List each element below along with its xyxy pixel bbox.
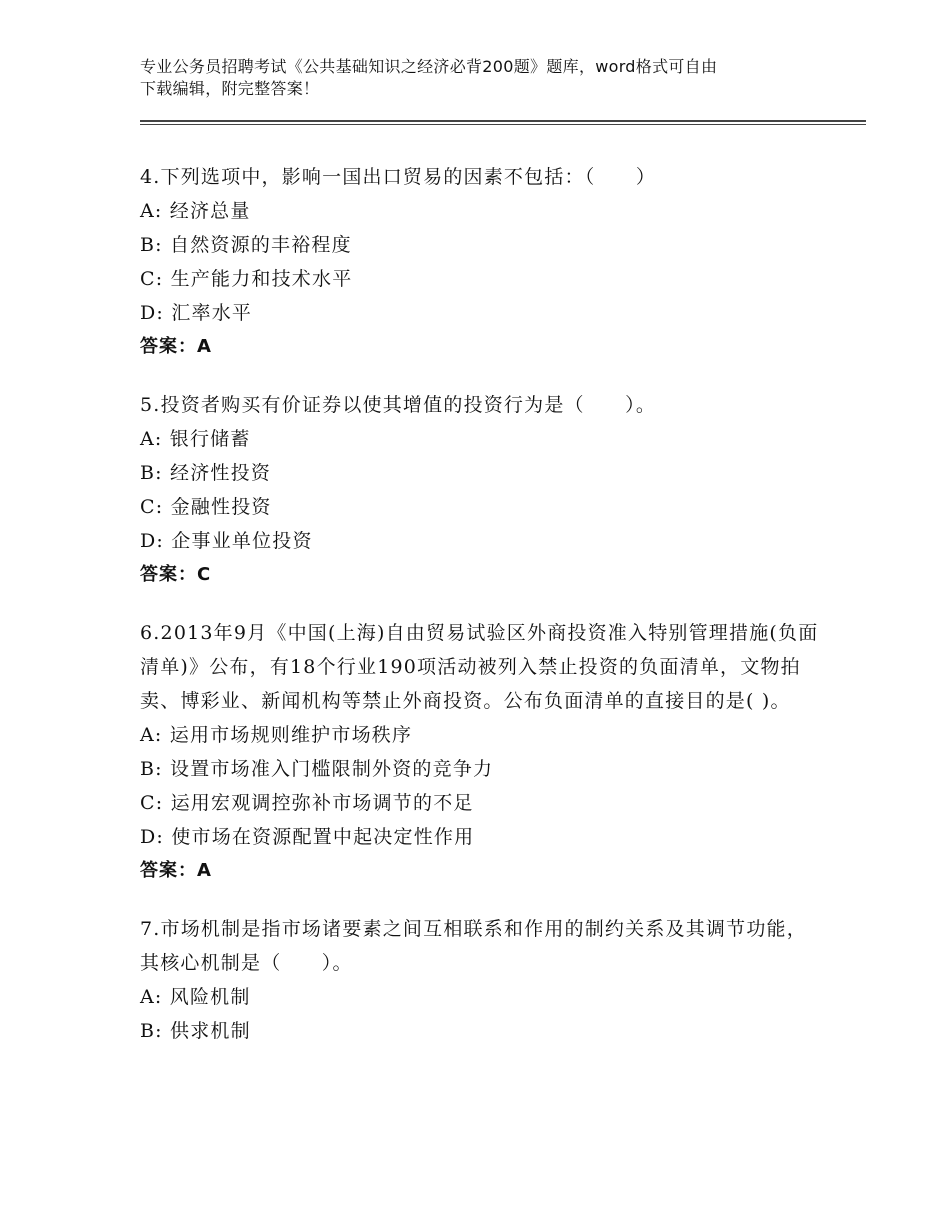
option-a bbox=[140, 194, 820, 228]
option-letter: A: bbox=[140, 986, 163, 1008]
option-text: 金融性投资 bbox=[170, 496, 272, 518]
option-d bbox=[140, 820, 820, 854]
option-text: 风险机制 bbox=[169, 986, 251, 1008]
answer-line: 答案：A bbox=[140, 860, 212, 881]
answer-line: 答案：A bbox=[140, 336, 212, 357]
option-text: 运用市场规则维护市场秩序 bbox=[169, 724, 413, 746]
option-a bbox=[140, 718, 820, 752]
option-text: 供求机制 bbox=[170, 1020, 251, 1042]
option-a bbox=[140, 422, 820, 456]
header-line-1: 专业公务员招聘考试《公共基础知识之经济必背200题》题库，word格式可自由 bbox=[140, 57, 718, 76]
option-text: 银行储蓄 bbox=[169, 428, 251, 450]
question-stem: 7.市场机制是指市场诸要素之间互相联系和作用的制约关系及其调节功能，其核心机制是（ ）。 bbox=[140, 918, 807, 974]
option-letter: A: bbox=[140, 724, 163, 746]
option-letter: B: bbox=[140, 462, 163, 484]
option-c bbox=[140, 490, 820, 524]
question-list bbox=[140, 160, 820, 1072]
option-d bbox=[140, 296, 820, 330]
option-letter: C: bbox=[140, 792, 164, 814]
option-letter: B: bbox=[140, 1020, 163, 1042]
option-letter: B: bbox=[140, 758, 163, 780]
question-stem: 4.下列选项中，影响一国出口贸易的因素不包括：（ ） bbox=[140, 166, 657, 188]
document-header bbox=[140, 56, 820, 100]
option-text: 设置市场准入门槛限制外资的竞争力 bbox=[170, 758, 494, 780]
option-letter: A: bbox=[140, 200, 163, 222]
option-text: 使市场在资源配置中起决定性作用 bbox=[171, 826, 475, 848]
option-text: 经济总量 bbox=[169, 200, 251, 222]
option-text: 运用宏观调控弥补市场调节的不足 bbox=[170, 792, 474, 814]
option-letter: D: bbox=[140, 826, 165, 848]
option-letter: A: bbox=[140, 428, 163, 450]
header-line-2: 下载编辑，附完整答案！ bbox=[140, 79, 320, 98]
question-stem: 5.投资者购买有价证券以使其增值的投资行为是（ ）。 bbox=[140, 394, 657, 416]
option-letter: D: bbox=[140, 302, 165, 324]
question-6 bbox=[140, 616, 820, 888]
question-stem: 6.2013年9月《中国(上海)自由贸易试验区外商投资准入特别管理措施(负面清单)》公布，有18个行业190项活动被列入禁止投资的负面清单，文物拍卖、博彩业、新闻机构等禁止外商投资。公布负面清单的直接目的是( )。 bbox=[140, 622, 819, 712]
option-text: 企事业单位投资 bbox=[171, 530, 313, 552]
option-letter: B: bbox=[140, 234, 163, 256]
option-d bbox=[140, 524, 820, 558]
option-text: 汇率水平 bbox=[171, 302, 253, 324]
option-b bbox=[140, 1014, 820, 1048]
option-letter: C: bbox=[140, 496, 164, 518]
header-divider-thick bbox=[140, 120, 866, 122]
option-letter: D: bbox=[140, 530, 165, 552]
option-letter: C: bbox=[140, 268, 164, 290]
header-divider-thin bbox=[140, 124, 866, 125]
option-b bbox=[140, 752, 820, 786]
answer-line: 答案：C bbox=[140, 564, 212, 585]
option-text: 经济性投资 bbox=[170, 462, 272, 484]
option-c bbox=[140, 262, 820, 296]
option-text: 生产能力和技术水平 bbox=[170, 268, 353, 290]
question-5 bbox=[140, 388, 820, 592]
option-text: 自然资源的丰裕程度 bbox=[170, 234, 352, 256]
question-7 bbox=[140, 912, 820, 1048]
option-a bbox=[140, 980, 820, 1014]
option-b bbox=[140, 456, 820, 490]
option-b bbox=[140, 228, 820, 262]
option-c bbox=[140, 786, 820, 820]
question-4 bbox=[140, 160, 820, 364]
